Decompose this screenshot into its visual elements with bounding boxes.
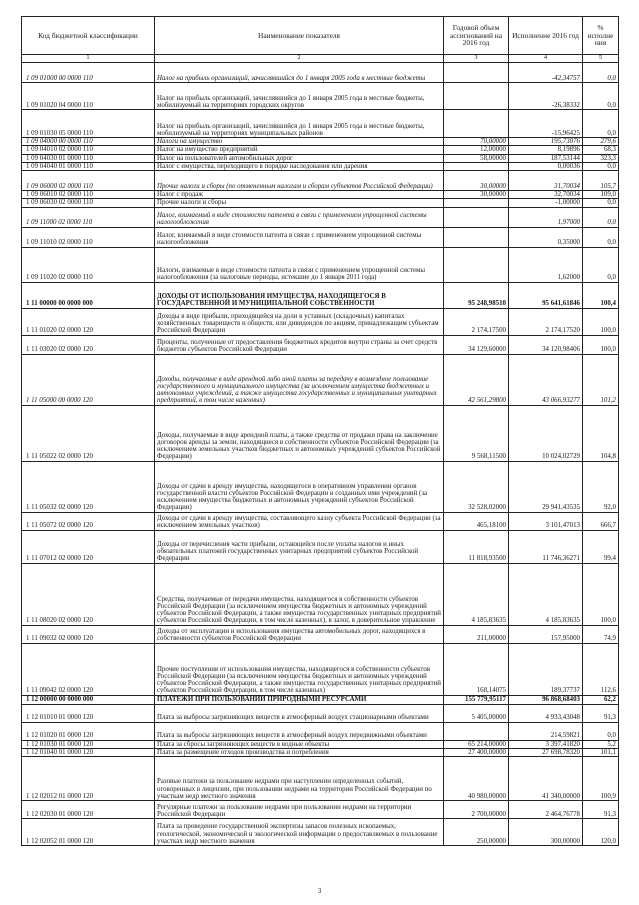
row-exec: 0,00036	[509, 162, 583, 170]
row-name: Плата за выбросы загрязняющих веществ в атмосферный воздух передвижными объектами	[155, 722, 444, 740]
row-exec: 27 698,78320	[509, 748, 583, 756]
row-exec: 4 185,83635	[509, 563, 583, 625]
row-code: 1 12 02052 01 0000 120	[22, 819, 155, 846]
table-row	[22, 110, 619, 138]
row-name: Налог на прибыль организаций, зачислявшийся до 1 января 2005 года в местные бюджеты	[155, 63, 444, 83]
table-row	[22, 801, 619, 819]
page-number: 3	[317, 887, 322, 895]
table-row	[22, 247, 619, 282]
row-pct: 74,9	[583, 625, 619, 643]
row-plan: 11 818,93500	[444, 530, 509, 563]
row-exec: 96 868,68403	[509, 695, 583, 704]
row-plan: 32 528,02000	[444, 461, 509, 512]
row-exec: 214,59821	[509, 722, 583, 740]
row-pct: 0,0	[583, 227, 619, 247]
row-pct: 0,0	[583, 722, 619, 740]
row-pct: 100,4	[583, 282, 619, 308]
row-pct: 279,6	[583, 138, 619, 146]
column-index: 5	[583, 55, 619, 63]
row-plan: 30,00000	[444, 191, 509, 199]
row-code: 1 09 04040 01 0000 110	[22, 162, 155, 170]
row-pct: 0,0	[583, 83, 619, 110]
row-name: Прочие поступления от использования имущества, находящегося в собственности субъектов Российской Федерации (за исключением имущества бюджетных и автономных учреждений субъектов Российской Федерации, а также имущества государственных унитарных предприятий субъектов Российской Федерации, в том числе казенных)	[155, 643, 444, 695]
row-exec: 195,73076	[509, 138, 583, 146]
row-exec: 2 174,17520	[509, 308, 583, 335]
column-index: 3	[444, 55, 509, 63]
row-name: Налог на прибыль организаций, зачислявшийся до 1 января 2005 года в местные бюджеты, мобилизуемый на территориях муниципальных районов	[155, 110, 444, 138]
table-row	[22, 154, 619, 162]
row-plan: 70,00000	[444, 138, 509, 146]
row-code: 1 12 02012 01 0000 120	[22, 757, 155, 801]
row-exec: 1,97000	[509, 207, 583, 227]
row-pct: 100,9	[583, 757, 619, 801]
row-plan: 2 174,17500	[444, 308, 509, 335]
row-name: Налог на прибыль организаций, зачислявшийся до 1 января 2005 года в местные бюджеты, мобилизуемый на территориях городских округов	[155, 83, 444, 110]
header-pct: % исполне ния	[583, 17, 619, 55]
row-exec: 29 941,43535	[509, 461, 583, 512]
row-name: Плата за проведение государственной экспертизы запасов полезных ископаемых, геологической, экономической и экологической информации о предоставляемых в пользование участках недр местного значения	[155, 819, 444, 846]
row-pct: 62,2	[583, 695, 619, 704]
table-row	[22, 530, 619, 563]
table-row	[22, 722, 619, 740]
row-pct: 105,7	[583, 171, 619, 191]
row-code: 1 11 01020 02 0000 120	[22, 308, 155, 335]
row-plan	[444, 722, 509, 740]
table-row	[22, 748, 619, 756]
row-plan	[444, 63, 509, 83]
row-pct: 100,0	[583, 563, 619, 625]
row-pct: 0,0	[583, 199, 619, 207]
row-code: 1 11 05072 02 0000 120	[22, 512, 155, 530]
row-name: Налог с имущества, переходящего в порядке наследования или дарения	[155, 162, 444, 170]
row-plan: 30,00000	[444, 171, 509, 191]
table-row	[22, 354, 619, 405]
row-code: 1 12 01010 01 0000 120	[22, 704, 155, 722]
budget-execution-page	[21, 16, 618, 846]
row-pct: 0,0	[583, 63, 619, 83]
table-row	[22, 461, 619, 512]
table-row	[22, 704, 619, 722]
row-exec: 0,35000	[509, 227, 583, 247]
row-plan: 4 185,83635	[444, 563, 509, 625]
row-code: 1 11 00000 00 0000 000	[22, 282, 155, 308]
row-pct: 104,8	[583, 405, 619, 461]
row-code: 1 09 01020 04 0000 110	[22, 83, 155, 110]
row-name: Доходы в виде прибыли, приходящейся на доли в уставных (складочных) капиталах хозяйственных товариществ и обществ, или дивидендов по акциям, принадлежащим субъектам Российской Федерации	[155, 308, 444, 335]
row-exec: 187,53144	[509, 154, 583, 162]
row-name: Налог, взимаемый в виде стоимости патента в связи с применением упрощенной системы налогообложения	[155, 207, 444, 227]
row-pct: 100,0	[583, 335, 619, 354]
row-code: 1 09 11020 02 0000 110	[22, 247, 155, 282]
row-plan: 27 400,00000	[444, 748, 509, 756]
row-code: 1 11 03020 02 0000 120	[22, 335, 155, 354]
row-plan: 155 779,95117	[444, 695, 509, 704]
row-plan: 58,00000	[444, 154, 509, 162]
row-exec: -15,96425	[509, 110, 583, 138]
row-name: Налог на пользователей автомобильных дорог	[155, 154, 444, 162]
table-body	[22, 63, 619, 846]
table-row	[22, 63, 619, 83]
table-row	[22, 146, 619, 154]
row-exec: -1,00000	[509, 199, 583, 207]
row-plan: 65 214,00000	[444, 740, 509, 748]
row-name: Налог, взимаемый в виде стоимости патента в связи с применением упрощенной системы налогообложения	[155, 227, 444, 247]
column-index: 2	[155, 55, 444, 63]
row-exec: 2 464,76778	[509, 801, 583, 819]
row-code: 1 09 01000 00 0000 110	[22, 63, 155, 83]
row-pct: 0,0	[583, 207, 619, 227]
table-row	[22, 282, 619, 308]
row-name: Плата за выбросы загрязняющих веществ в атмосферный воздух стационарными объектами	[155, 704, 444, 722]
row-exec: 189,37737	[509, 643, 583, 695]
row-name: Налог с продаж	[155, 191, 444, 199]
row-plan: 12,00000	[444, 146, 509, 154]
budget-execution-table	[21, 16, 619, 846]
table-row	[22, 335, 619, 354]
row-pct: 0,0	[583, 247, 619, 282]
row-code: 1 09 11010 02 0000 110	[22, 227, 155, 247]
row-name: Налоги на имущество	[155, 138, 444, 146]
table-row	[22, 207, 619, 227]
table-row	[22, 308, 619, 335]
table-row	[22, 227, 619, 247]
row-code: 1 11 05032 02 0000 120	[22, 461, 155, 512]
row-code: 1 09 06030 02 0000 110	[22, 199, 155, 207]
row-code: 1 09 04010 02 0000 110	[22, 146, 155, 154]
row-code: 1 12 01020 01 0000 120	[22, 722, 155, 740]
row-name: Доходы от эксплуатации и использования имущества автомобильных дорог, находящихся в собственности субъектов Российской Федерации	[155, 625, 444, 643]
row-pct: 112,6	[583, 643, 619, 695]
row-code: 1 09 06010 02 0000 110	[22, 191, 155, 199]
row-name: Доходы от перечисления части прибыли, остающейся после уплаты налогов и иных обязательных платежей государственных унитарных предприятий субъектов Российской Федерации	[155, 530, 444, 563]
row-plan: 95 248,98510	[444, 282, 509, 308]
row-code: 1 12 02030 01 0000 120	[22, 801, 155, 819]
row-exec: -42,34757	[509, 63, 583, 83]
row-pct: 323,3	[583, 154, 619, 162]
row-exec: 34 120,98406	[509, 335, 583, 354]
column-index: 1	[22, 55, 155, 63]
table-row	[22, 162, 619, 170]
row-code: 1 11 09032 02 0000 120	[22, 625, 155, 643]
row-pct: 0,0	[583, 162, 619, 170]
table-row	[22, 563, 619, 625]
row-plan	[444, 199, 509, 207]
row-plan: 211,00000	[444, 625, 509, 643]
table-row	[22, 83, 619, 110]
row-code: 1 09 01030 05 0000 110	[22, 110, 155, 138]
row-name: Доходы от сдачи в аренду имущества, составляющего казну субъекта Российской Федерации (за исключением земельных участков)	[155, 512, 444, 530]
table-row	[22, 405, 619, 461]
header-plan: Годовой объем ассигнований на 2016 год	[444, 17, 509, 55]
row-pct: 120,0	[583, 819, 619, 846]
row-plan: 5 405,00000	[444, 704, 509, 722]
table-row	[22, 819, 619, 846]
row-name: Налог на имущество предприятий	[155, 146, 444, 154]
row-pct: 101,1	[583, 748, 619, 756]
row-code: 1 12 01040 01 0000 120	[22, 748, 155, 756]
table-row	[22, 138, 619, 146]
row-plan: 9 568,11500	[444, 405, 509, 461]
row-code: 1 12 00000 00 0000 000	[22, 695, 155, 704]
row-name: Плата за сбросы загрязняющих веществ в водные объекты	[155, 740, 444, 748]
table-row	[22, 199, 619, 207]
row-name: ПЛАТЕЖИ ПРИ ПОЛЬЗОВАНИИ ПРИРОДНЫМИ РЕСУРСАМИ	[155, 695, 444, 704]
row-name: Разовые платежи за пользование недрами при наступлении определенных событий, оговоренных в лицензии, при пользовании недрами на территории Российской Федерации по участкам недр местного значения	[155, 757, 444, 801]
row-code: 1 09 06000 02 0000 110	[22, 171, 155, 191]
row-code: 1 11 08020 02 0000 120	[22, 563, 155, 625]
row-pct: 91,3	[583, 801, 619, 819]
header-exec: Исполнение 2016 год	[509, 17, 583, 55]
table-row	[22, 625, 619, 643]
row-plan: 2 700,00000	[444, 801, 509, 819]
row-pct: 101,2	[583, 354, 619, 405]
row-code: 1 09 11000 02 0000 110	[22, 207, 155, 227]
table-row	[22, 757, 619, 801]
column-index: 4	[509, 55, 583, 63]
row-exec: 10 024,02729	[509, 405, 583, 461]
row-exec: 4 933,43048	[509, 704, 583, 722]
row-exec: 32,70034	[509, 191, 583, 199]
row-exec: 8,19896	[509, 146, 583, 154]
row-plan	[444, 83, 509, 110]
row-exec: 3 397,41820	[509, 740, 583, 748]
row-plan	[444, 110, 509, 138]
header-code: Код бюджетной классификации	[22, 17, 155, 55]
row-plan: 42 561,29800	[444, 354, 509, 405]
row-plan	[444, 227, 509, 247]
row-name: Прочие налоги и сборы (по отмененным налогам и сборам субъектов Российской Федерации)	[155, 171, 444, 191]
row-exec: 157,95000	[509, 625, 583, 643]
row-plan	[444, 247, 509, 282]
row-name: Плата за размещение отходов производства и потребления	[155, 748, 444, 756]
row-exec: 1,62000	[509, 247, 583, 282]
row-pct: 68,3	[583, 146, 619, 154]
row-exec: 300,00000	[509, 819, 583, 846]
row-plan: 465,18100	[444, 512, 509, 530]
table-row	[22, 171, 619, 191]
row-code: 1 09 04030 01 0000 110	[22, 154, 155, 162]
table-row	[22, 740, 619, 748]
row-pct: 100,0	[583, 308, 619, 335]
table-row	[22, 512, 619, 530]
row-name: Доходы, получаемые в виде арендной платы, а также средства от продажи права на заключение договоров аренды за земли, находящиеся в собственности субъектов Российской Федерации (за исключением земельных участков бюджетных и автономных учреждений субъектов Российской Федерации)	[155, 405, 444, 461]
row-code: 1 11 07012 02 0000 120	[22, 530, 155, 563]
row-exec: -26,38332	[509, 83, 583, 110]
row-name: Налоги, взимаемые в виде стоимости патента в связи с применением упрощенной системы налогообложения (за налоговые периоды, истекшие до 1 января 2011 года)	[155, 247, 444, 282]
row-pct: 99,4	[583, 530, 619, 563]
row-code: 1 12 01030 01 0000 120	[22, 740, 155, 748]
table-row	[22, 191, 619, 199]
row-code: 1 09 04000 00 0000 110	[22, 138, 155, 146]
header-name: Наименование показателя	[155, 17, 444, 55]
row-exec: 95 641,61846	[509, 282, 583, 308]
row-exec: 3 101,47013	[509, 512, 583, 530]
row-exec: 43 066,93277	[509, 354, 583, 405]
table-row	[22, 643, 619, 695]
row-name: Проценты, полученные от предоставления бюджетных кредитов внутри страны за счет средств бюджетов субъектов Российской Федерации	[155, 335, 444, 354]
row-name: Прочие налоги и сборы	[155, 199, 444, 207]
row-name: Доходы от сдачи в аренду имущества, находящегося в оперативном управлении органов государственной власти субъектов Российской Федерации и созданных ими учреждений (за исключением имущества бюджетных и автономных учреждений субъектов Российской Федерации)	[155, 461, 444, 512]
row-name: ДОХОДЫ ОТ ИСПОЛЬЗОВАНИЯ ИМУЩЕСТВА, НАХОДЯЩЕГОСЯ В ГОСУДАРСТВЕННОЙ И МУНИЦИПАЛЬНОЙ СОБСТВЕННОСТИ	[155, 282, 444, 308]
row-name: Доходы, получаемые в виде арендной либо иной платы за передачу в возмездное пользование государственного и муниципального имущества (за исключением имущества бюджетных и автономных учреждений, а также имущества государственных и муниципальных унитарных предприятий, в том числе казенных)	[155, 354, 444, 405]
row-code: 1 11 05022 02 0000 120	[22, 405, 155, 461]
row-pct: 91,3	[583, 704, 619, 722]
row-plan: 250,00000	[444, 819, 509, 846]
row-name: Регулярные платежи за пользование недрами при пользовании недрами на территории Российской Федерации	[155, 801, 444, 819]
table-header-row	[22, 17, 619, 55]
row-pct: 109,0	[583, 191, 619, 199]
row-plan	[444, 162, 509, 170]
row-plan: 40 980,00000	[444, 757, 509, 801]
row-pct: 5,2	[583, 740, 619, 748]
row-exec: 31,70034	[509, 171, 583, 191]
row-code: 1 11 09042 02 0000 120	[22, 643, 155, 695]
row-pct: 0,0	[583, 110, 619, 138]
row-exec: 11 746,36271	[509, 530, 583, 563]
row-code: 1 11 05000 00 0000 120	[22, 354, 155, 405]
row-name: Средства, получаемые от передачи имущества, находящегося в собственности субъектов Российской Федерации (за исключением имущества бюджетных и автономных учреждений субъектов Российской Федерации, а также имущества государственных унитарных предприятий субъектов Российской Федерации, в том числе казенных), в залог, в доверительное управление	[155, 563, 444, 625]
row-plan: 34 129,60000	[444, 335, 509, 354]
row-pct: 92,0	[583, 461, 619, 512]
row-plan	[444, 207, 509, 227]
row-pct: 666,7	[583, 512, 619, 530]
row-exec: 41 340,00000	[509, 757, 583, 801]
row-plan: 168,14075	[444, 643, 509, 695]
table-row	[22, 695, 619, 704]
column-index-row	[22, 55, 619, 63]
